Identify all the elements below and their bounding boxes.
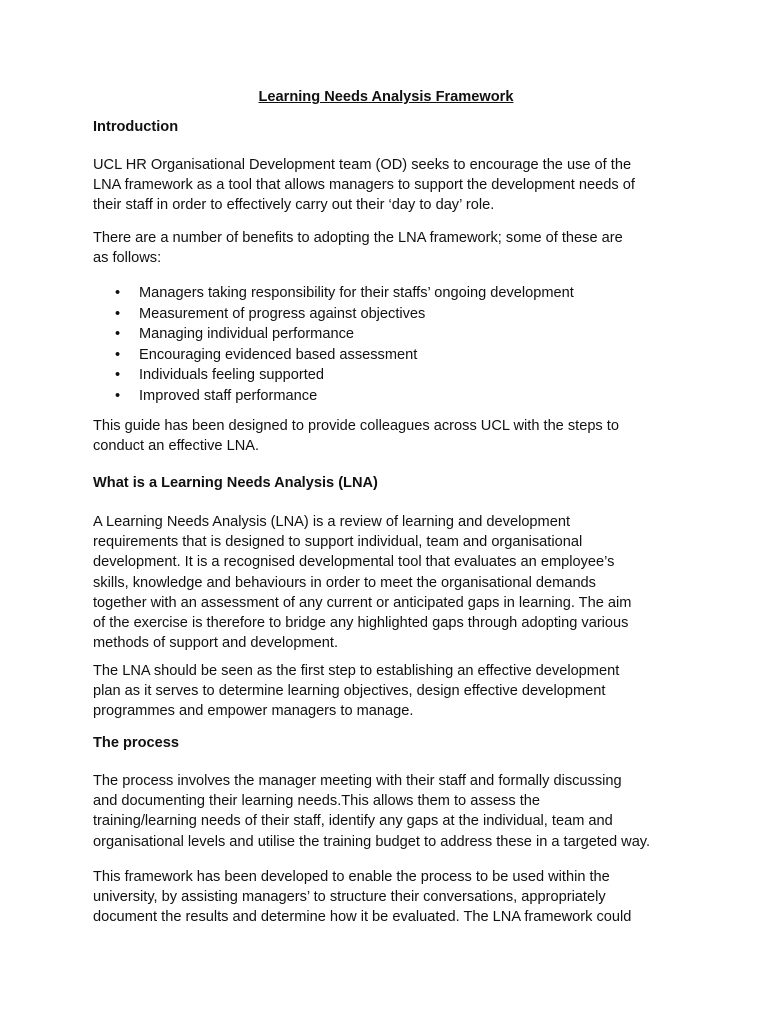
bullet-icon: • — [115, 346, 121, 363]
list-item — [93, 345, 693, 366]
document-title — [0, 87, 768, 107]
list-item-text: Individuals feeling supported — [139, 367, 324, 384]
process-paragraph-2 — [93, 867, 693, 928]
text-line: requirements that is designed to support individual, team and organisational — [93, 534, 583, 551]
text-line: This guide has been designed to provide colleagues across UCL with the steps to — [93, 418, 619, 434]
text-line: and documenting their learning needs.This allows them to assess the — [93, 793, 540, 810]
bullet-icon: • — [115, 387, 121, 404]
heading-what-is-lna: What is a Learning Needs Analysis (LNA) — [93, 475, 378, 491]
intro-paragraph-3 — [93, 416, 693, 456]
text-line: development. It is a recognised developmental tool that evaluates an employee’s — [93, 554, 615, 571]
text-line: The LNA should be seen as the first step to establishing an effective development — [93, 663, 620, 679]
text-line: There are a number of benefits to adopting the LNA framework; some of these are — [93, 230, 623, 246]
bullet-icon: • — [115, 285, 121, 301]
text-line: LNA framework as a tool that allows managers to support the development needs of — [93, 177, 635, 194]
text-line: their staff in order to effectively carry out their ‘day to day’ role. — [93, 197, 495, 214]
list-item — [93, 365, 693, 386]
heading-introduction: Introduction — [93, 119, 179, 135]
list-item-text: Encouraging evidenced based assessment — [139, 346, 418, 363]
list-item-text: Improved staff performance — [139, 387, 318, 404]
intro-paragraph-2 — [93, 228, 693, 268]
list-item — [93, 386, 693, 407]
document-title-text: Learning Needs Analysis Framework — [258, 89, 514, 105]
bullet-icon: • — [115, 367, 121, 384]
text-line: conduct an effective LNA. — [93, 438, 260, 455]
benefits-list — [93, 283, 693, 407]
bullet-icon: • — [115, 326, 121, 343]
text-line: The process involves the manager meeting with their staff and formally discussing — [93, 773, 622, 789]
text-line: together with an assessment of any current or anticipated gaps in learning. The aim — [93, 594, 632, 611]
text-line: of the exercise is therefore to bridge any highlighted gaps through adopting various — [93, 615, 629, 632]
list-item-text: Measurement of progress against objectives — [139, 305, 426, 322]
text-line: skills, knowledge and behaviours in order to meet the organisational demands — [93, 574, 596, 591]
text-line: A Learning Needs Analysis (LNA) is a review of learning and development — [93, 514, 570, 530]
list-item — [93, 283, 693, 304]
text-line: training/learning needs of their staff, identify any gaps at the individual, team and — [93, 813, 613, 830]
text-line: methods of support and development. — [93, 635, 339, 652]
what-is-paragraph-2 — [93, 661, 693, 722]
list-item — [93, 324, 693, 345]
list-item — [93, 304, 693, 325]
text-line: plan as it serves to determine learning objectives, design effective development — [93, 683, 606, 700]
process-paragraph-1 — [93, 771, 693, 852]
bullet-icon: • — [115, 305, 121, 322]
text-line: university, by assisting managers’ to structure their conversations, appropriately — [93, 889, 606, 906]
text-line: organisational levels and utilise the training budget to address these in a targeted way. — [93, 833, 651, 850]
intro-paragraph-1 — [93, 155, 693, 216]
text-line: This framework has been developed to enable the process to be used within the — [93, 869, 610, 885]
heading-the-process: The process — [93, 735, 179, 751]
text-line: as follows: — [93, 250, 162, 267]
text-line: programmes and empower managers to manage. — [93, 703, 414, 720]
list-item-text: Managers taking responsibility for their staffs’ ongoing development — [139, 285, 574, 301]
text-line: UCL HR Organisational Development team (OD) seeks to encourage the use of the — [93, 157, 632, 173]
list-item-text: Managing individual performance — [139, 326, 354, 343]
text-line: document the results and determine how it be evaluated. The LNA framework could — [93, 909, 632, 926]
what-is-paragraph-1 — [93, 512, 693, 653]
